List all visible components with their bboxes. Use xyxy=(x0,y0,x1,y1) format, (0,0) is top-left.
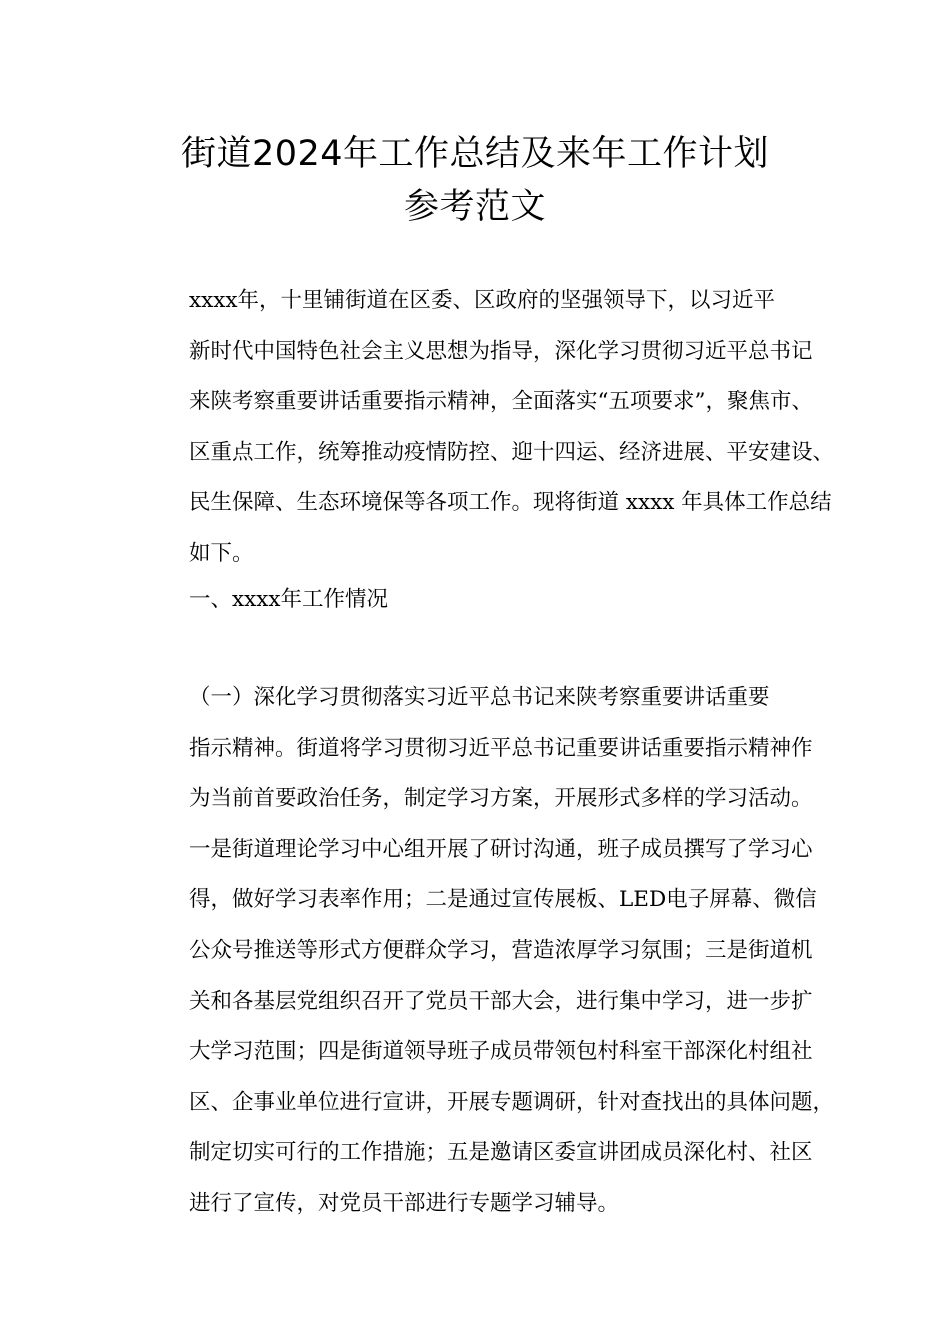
section-line: 为当前首要政治任务，制定学习方案，开展形式多样的学习活动。 xyxy=(189,786,813,812)
section-line: 关和各基层党组织召开了党员干部大会，进行集中学习，进一步扩 xyxy=(189,988,813,1014)
section-line: 大学习范围；四是街道领导班子成员带领包村科室干部深化村组社 xyxy=(189,1039,813,1065)
intro-line: 区重点工作，统筹推动疫情防控、迎十四运、经济进展、平安建设、 xyxy=(189,439,835,465)
intro-line: 民生保障、生态环境保等各项工作。现将街道 xxxx 年具体工作总结 xyxy=(189,490,832,516)
section-line: 进行了宣传，对党员干部进行专题学习辅导。 xyxy=(189,1190,620,1216)
section-line: 区、企事业单位进行宣讲，开展专题调研，针对查找出的具体问题， xyxy=(189,1089,835,1115)
section-heading xyxy=(145,575,835,626)
section-line: 得，做好学习表率作用；二是通过宣传展板、LED电子屏幕、微信 xyxy=(189,887,817,913)
intro-paragraph xyxy=(145,276,835,580)
section-line: 指示精神。街道将学习贯彻习近平总书记重要讲话重要指示精神作 xyxy=(189,735,813,761)
section-line: 一是街道理论学习中心组开展了研讨沟通，班子成员撰写了学习心 xyxy=(189,836,813,862)
document-title-line-1: 街道2024年工作总结及来年工作计划 xyxy=(180,134,770,174)
section-line: 制定切实可行的工作措施；五是邀请区委宣讲团成员深化村、社区 xyxy=(189,1140,813,1166)
section-1-paragraph xyxy=(145,673,835,1230)
section-line: （一）深化学习贯彻落实习近平总书记来陕考察重要讲话重要 xyxy=(189,685,770,710)
intro-line: xxxx年，十里铺街道在区委、区政府的坚强领导下，以习近平 xyxy=(189,288,776,313)
intro-line: 如下。 xyxy=(189,540,254,566)
section-line: 公众号推送等形式方便群众学习，营造浓厚学习氛围；三是街道机 xyxy=(189,937,813,963)
intro-line: 新时代中国特色社会主义思想为指导，深化学习贯彻习近平总书记 xyxy=(189,338,813,364)
section-heading-text: 一、xxxx年工作情况 xyxy=(189,587,389,612)
document-title-line-2: 参考范文 xyxy=(403,187,546,227)
intro-line: 来陕考察重要讲话重要指示精神，全面落实“五项要求”，聚焦市、 xyxy=(189,389,813,415)
